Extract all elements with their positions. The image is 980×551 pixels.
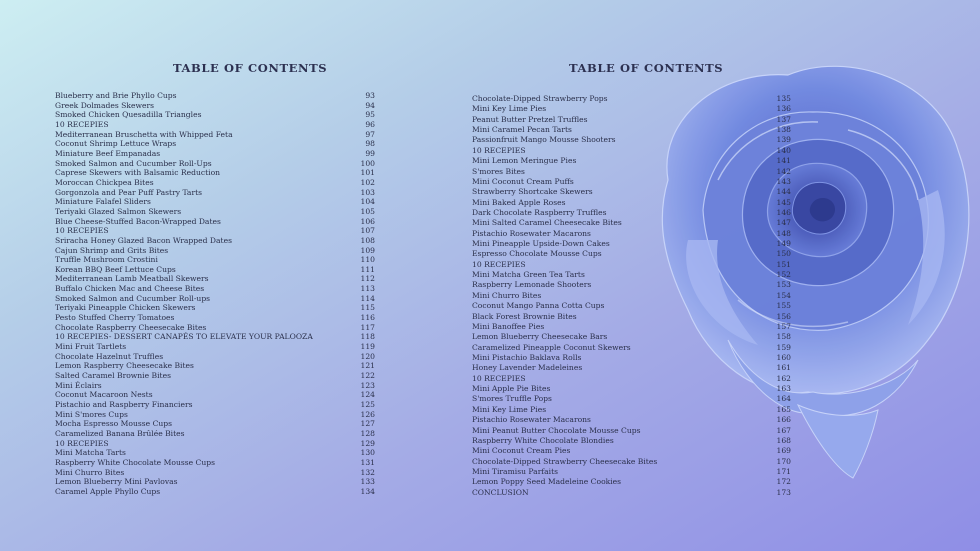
toc-entry bbox=[472, 177, 791, 187]
toc-entry bbox=[472, 353, 791, 363]
toc-entry-title: Mini Matcha Tarts bbox=[55, 448, 126, 458]
toc-entry bbox=[472, 332, 791, 342]
toc-entry-title: 10 RECEPIES bbox=[55, 226, 109, 236]
toc-entry-title: Mini Matcha Green Tea Tarts bbox=[472, 270, 585, 280]
toc-entry bbox=[472, 270, 791, 280]
toc-entry-title: Mini Churro Bites bbox=[472, 290, 542, 300]
toc-entry-title: Coconut Macaroon Nests bbox=[55, 390, 153, 400]
toc-list-left bbox=[55, 91, 375, 497]
toc-entry bbox=[55, 303, 375, 313]
toc-entry-page-number: 137 bbox=[776, 114, 791, 124]
toc-entry bbox=[472, 239, 791, 249]
toc-entry bbox=[472, 457, 791, 467]
toc-entry-title: 10 RECEPIES- DESSERT CANAPÉS TO ELEVATE YOUR PALOOZA bbox=[55, 332, 313, 342]
toc-entry-title: Lemon Poppy Seed Madeleine Cookies bbox=[472, 477, 622, 487]
toc-entry-title: Mini Coconut Cream Puffs bbox=[472, 176, 574, 186]
toc-entry bbox=[472, 446, 791, 456]
toc-entry-page-number: 120 bbox=[360, 351, 375, 361]
toc-entry-page-number: 102 bbox=[360, 177, 375, 187]
toc-entry-page-number: 94 bbox=[365, 100, 375, 110]
toc-entry bbox=[472, 146, 791, 156]
toc-entry bbox=[55, 207, 375, 217]
toc-entry-title: Blue Cheese-Stuffed Bacon-Wrapped Dates bbox=[55, 216, 221, 226]
toc-entry-title: Pistachio Rosewater Macarons bbox=[472, 415, 591, 425]
toc-entry-page-number: 138 bbox=[776, 125, 791, 135]
toc-entry bbox=[472, 135, 791, 145]
toc-entry-page-number: 144 bbox=[776, 187, 791, 197]
toc-entry bbox=[55, 410, 375, 420]
toc-entry bbox=[55, 188, 375, 198]
toc-entry-page-number: 149 bbox=[776, 239, 791, 249]
toc-entry-page-number: 145 bbox=[776, 197, 791, 207]
toc-entry bbox=[472, 394, 791, 404]
toc-entry-title: Caramelized Banana Brûlée Bites bbox=[55, 428, 185, 438]
toc-entry-page-number: 158 bbox=[776, 332, 791, 342]
toc-entry-page-number: 162 bbox=[776, 373, 791, 383]
toc-entry bbox=[472, 426, 791, 436]
toc-entry bbox=[472, 115, 791, 125]
toc-entry bbox=[55, 168, 375, 178]
toc-entry-title: Mini Éclairs bbox=[55, 380, 102, 390]
toc-entry bbox=[55, 236, 375, 246]
toc-entry-page-number: 173 bbox=[776, 487, 791, 497]
toc-entry bbox=[55, 217, 375, 227]
toc-entry-title: Teriyaki Pineapple Chicken Skewers bbox=[55, 303, 196, 313]
toc-entry-title: Mini Salted Caramel Cheesecake Bites bbox=[472, 218, 622, 228]
toc-entry-page-number: 101 bbox=[360, 168, 375, 178]
toc-entry bbox=[55, 487, 375, 497]
toc-entry-page-number: 152 bbox=[776, 270, 791, 280]
toc-entry-title: Espresso Chocolate Mousse Cups bbox=[472, 249, 602, 259]
toc-entry bbox=[55, 139, 375, 149]
toc-entry-title: Peanut Butter Pretzel Truffles bbox=[472, 114, 588, 124]
toc-entry-page-number: 161 bbox=[776, 363, 791, 373]
toc-entry-page-number: 129 bbox=[360, 438, 375, 448]
toc-entry bbox=[55, 342, 375, 352]
toc-entry bbox=[55, 159, 375, 169]
toc-entry-title: 10 RECEPIES bbox=[472, 373, 526, 383]
toc-entry-title: Mini Pineapple Upside-Down Cakes bbox=[472, 239, 610, 249]
toc-entry-page-number: 151 bbox=[776, 259, 791, 269]
toc-entry-page-number: 105 bbox=[360, 206, 375, 216]
toc-entry-title: Blueberry and Brie Phyllo Cups bbox=[55, 91, 177, 100]
toc-entry bbox=[472, 125, 791, 135]
toc-entry bbox=[55, 178, 375, 188]
toc-entry-title: Salted Caramel Brownie Bites bbox=[55, 371, 171, 381]
toc-entry bbox=[55, 429, 375, 439]
toc-entry-page-number: 123 bbox=[360, 380, 375, 390]
toc-entry bbox=[55, 265, 375, 275]
toc-entry-page-number: 127 bbox=[360, 419, 375, 429]
toc-entry-page-number: 140 bbox=[776, 145, 791, 155]
toc-entry-title: Moroccan Chickpea Bites bbox=[55, 177, 154, 187]
toc-entry-title: Truffle Mushroom Crostini bbox=[55, 255, 158, 265]
toc-entry bbox=[55, 284, 375, 294]
toc-entry-title: Coconut Shrimp Lettuce Wraps bbox=[55, 139, 177, 149]
toc-entry bbox=[55, 255, 375, 265]
toc-entry bbox=[472, 260, 791, 270]
toc-entry-page-number: 160 bbox=[776, 352, 791, 362]
toc-entry-page-number: 159 bbox=[776, 342, 791, 352]
toc-entry-title: Raspberry White Chocolate Mousse Cups bbox=[55, 457, 215, 467]
toc-entry-page-number: 96 bbox=[365, 119, 375, 129]
toc-entry-page-number: 124 bbox=[360, 390, 375, 400]
toc-entry bbox=[472, 322, 791, 332]
toc-entry-page-number: 164 bbox=[776, 394, 791, 404]
toc-entry-title: Caprese Skewers with Balsamic Reduction bbox=[55, 168, 221, 178]
toc-entry bbox=[55, 323, 375, 333]
toc-entry bbox=[55, 468, 375, 478]
toc-entry-page-number: 153 bbox=[776, 280, 791, 290]
toc-entry-title: Mini S'mores Cups bbox=[55, 409, 128, 419]
toc-entry-title: Gorgonzola and Pear Puff Pastry Tarts bbox=[55, 187, 203, 197]
toc-entry-title: Smoked Chicken Quesadilla Triangles bbox=[55, 110, 202, 120]
toc-entry bbox=[472, 198, 791, 208]
toc-entry-page-number: 106 bbox=[360, 216, 375, 226]
toc-entry-page-number: 93 bbox=[365, 91, 375, 100]
toc-entry bbox=[472, 488, 791, 498]
toc-entry bbox=[472, 467, 791, 477]
toc-entry bbox=[472, 374, 791, 384]
toc-entry-page-number: 109 bbox=[360, 245, 375, 255]
toc-entry-page-number: 148 bbox=[776, 228, 791, 238]
toc-entry bbox=[55, 130, 375, 140]
toc-entry-title: Lemon Blueberry Cheesecake Bars bbox=[472, 332, 608, 342]
toc-entry-page-number: 141 bbox=[776, 156, 791, 166]
toc-entry bbox=[55, 226, 375, 236]
toc-entry-page-number: 157 bbox=[776, 321, 791, 331]
toc-entry-page-number: 126 bbox=[360, 409, 375, 419]
toc-entry-page-number: 99 bbox=[365, 148, 375, 158]
toc-entry-title: Dark Chocolate Raspberry Truffles bbox=[472, 207, 607, 217]
toc-entry-title: Honey Lavender Madeleines bbox=[472, 363, 583, 373]
toc-entry bbox=[55, 439, 375, 449]
toc-entry-page-number: 131 bbox=[360, 457, 375, 467]
toc-entry-page-number: 115 bbox=[360, 303, 375, 313]
toc-entry-title: Mini Churro Bites bbox=[55, 467, 125, 477]
toc-entry-page-number: 135 bbox=[776, 94, 791, 103]
toc-entry-title: Mini Pistachio Baklava Rolls bbox=[472, 352, 582, 362]
toc-entry-page-number: 150 bbox=[776, 249, 791, 259]
toc-entry-title: Caramel Apple Phyllo Cups bbox=[55, 486, 161, 496]
toc-entry-title: Mini Apple Pie Bites bbox=[472, 384, 551, 394]
toc-entry-page-number: 136 bbox=[776, 104, 791, 114]
toc-entry-title: Mediterranean Lamb Meatball Skewers bbox=[55, 274, 209, 284]
toc-entry-page-number: 156 bbox=[776, 311, 791, 321]
toc-entry-title: Mini Baked Apple Roses bbox=[472, 197, 566, 207]
toc-entry-title: Mini Coconut Cream Pies bbox=[472, 446, 571, 456]
toc-entry-page-number: 98 bbox=[365, 139, 375, 149]
toc-entry-page-number: 154 bbox=[776, 290, 791, 300]
toc-entry-page-number: 110 bbox=[360, 255, 375, 265]
toc-entry-page-number: 147 bbox=[776, 218, 791, 228]
toc-entry bbox=[55, 313, 375, 323]
toc-title-right: TABLE OF CONTENTS bbox=[569, 61, 724, 75]
toc-entry-page-number: 111 bbox=[360, 264, 375, 274]
toc-entry-title: Greek Dolmades Skewers bbox=[55, 100, 155, 110]
toc-entry-page-number: 155 bbox=[776, 301, 791, 311]
toc-entry bbox=[472, 249, 791, 259]
toc-entry-title: 10 RECEPIES bbox=[55, 438, 109, 448]
toc-entry-page-number: 128 bbox=[360, 428, 375, 438]
toc-entry-page-number: 169 bbox=[776, 446, 791, 456]
toc-entry-title: Mini Fruit Tartlets bbox=[55, 342, 127, 352]
toc-entry-page-number: 165 bbox=[776, 404, 791, 414]
toc-entry bbox=[55, 91, 375, 101]
toc-entry-title: S'mores Truffle Pops bbox=[472, 394, 552, 404]
toc-entry bbox=[55, 120, 375, 130]
toc-entry bbox=[472, 436, 791, 446]
toc-entry-page-number: 163 bbox=[776, 384, 791, 394]
toc-entry-title: Mini Tiramisu Parfaits bbox=[472, 466, 559, 476]
toc-entry-title: Mini Peanut Butter Chocolate Mousse Cups bbox=[472, 425, 641, 435]
toc-entry bbox=[55, 294, 375, 304]
toc-entry-page-number: 142 bbox=[776, 166, 791, 176]
toc-entry bbox=[55, 197, 375, 207]
toc-entry-title: Mediterranean Bruschetta with Whipped Feta bbox=[55, 129, 233, 139]
toc-entry-page-number: 125 bbox=[360, 400, 375, 409]
toc-entry-title: Chocolate Hazelnut Truffles bbox=[55, 351, 164, 361]
toc-entry bbox=[55, 149, 375, 159]
toc-entry-title: Chocolate Raspberry Cheesecake Bites bbox=[55, 322, 207, 332]
toc-entry-title: Miniature Falafel Sliders bbox=[55, 197, 151, 207]
toc-entry-page-number: 139 bbox=[776, 135, 791, 145]
toc-entry-title: Black Forest Brownie Bites bbox=[472, 311, 577, 321]
toc-entry-page-number: 133 bbox=[360, 477, 375, 487]
toc-entry bbox=[55, 381, 375, 391]
toc-entry-page-number: 112 bbox=[360, 274, 375, 284]
toc-entry bbox=[55, 332, 375, 342]
toc-entry bbox=[472, 384, 791, 394]
toc-entry-title: Smoked Salmon and Cucumber Roll-Ups bbox=[55, 158, 212, 168]
toc-entry-page-number: 103 bbox=[360, 187, 375, 197]
toc-entry-title: Pesto Stuffed Cherry Tomatoes bbox=[55, 313, 175, 323]
toc-entry-title: Chocolate-Dipped Strawberry Pops bbox=[472, 94, 608, 103]
toc-entry bbox=[472, 477, 791, 487]
toc-entry-page-number: 113 bbox=[360, 284, 375, 294]
toc-entry-title: Lemon Blueberry Mini Pavlovas bbox=[55, 477, 178, 487]
toc-entry-page-number: 116 bbox=[360, 313, 375, 323]
toc-entry bbox=[472, 291, 791, 301]
toc-entry-page-number: 100 bbox=[360, 158, 375, 168]
toc-entry bbox=[472, 415, 791, 425]
toc-entry-title: Raspberry White Chocolate Blondies bbox=[472, 435, 614, 445]
toc-entry bbox=[472, 363, 791, 373]
toc-entry-title: Chocolate-Dipped Strawberry Cheesecake Bites bbox=[472, 456, 658, 466]
toc-entry bbox=[55, 477, 375, 487]
toc-entry-page-number: 167 bbox=[776, 425, 791, 435]
toc-entry-title: 10 RECEPIES bbox=[55, 119, 109, 129]
toc-entry-title: Teriyaki Glazed Salmon Skewers bbox=[55, 206, 182, 216]
toc-entry bbox=[472, 312, 791, 322]
toc-entry bbox=[472, 229, 791, 239]
toc-entry-page-number: 117 bbox=[360, 322, 375, 332]
toc-entry bbox=[55, 371, 375, 381]
toc-entry-page-number: 104 bbox=[360, 197, 375, 207]
toc-entry-page-number: 95 bbox=[365, 110, 375, 120]
toc-entry-title: 10 RECEPIES bbox=[472, 259, 526, 269]
toc-entry-page-number: 118 bbox=[360, 332, 375, 342]
toc-entry-title: Passionfruit Mango Mousse Shooters bbox=[472, 135, 616, 145]
toc-entry bbox=[55, 101, 375, 111]
toc-entry-title: Buffalo Chicken Mac and Cheese Bites bbox=[55, 284, 205, 294]
toc-entry bbox=[55, 400, 375, 410]
toc-entry bbox=[472, 405, 791, 415]
toc-entry bbox=[55, 110, 375, 120]
toc-entry-title: Sriracha Honey Glazed Bacon Wrapped Dates bbox=[55, 235, 232, 245]
toc-title-left: TABLE OF CONTENTS bbox=[173, 61, 328, 75]
toc-entry-page-number: 146 bbox=[776, 207, 791, 217]
toc-entry bbox=[472, 301, 791, 311]
toc-entry bbox=[472, 104, 791, 114]
toc-entry bbox=[472, 94, 791, 104]
toc-entry-page-number: 132 bbox=[360, 467, 375, 477]
toc-entry-page-number: 107 bbox=[360, 226, 375, 236]
toc-entry-title: Mini Lemon Meringue Pies bbox=[472, 156, 577, 166]
toc-entry-title: Mini Caramel Pecan Tarts bbox=[472, 125, 572, 135]
toc-entry bbox=[472, 208, 791, 218]
toc-entry-title: Mocha Espresso Mousse Cups bbox=[55, 419, 173, 429]
toc-entry-title: Mini Banoffee Pies bbox=[472, 321, 545, 331]
toc-entry-page-number: 172 bbox=[776, 477, 791, 487]
toc-entry-page-number: 122 bbox=[360, 371, 375, 381]
toc-entry-page-number: 121 bbox=[360, 361, 375, 371]
toc-entry-title: CONCLUSION bbox=[472, 487, 529, 497]
toc-entry-page-number: 171 bbox=[776, 466, 791, 476]
toc-entry bbox=[55, 274, 375, 284]
toc-entry bbox=[55, 246, 375, 256]
toc-entry-title: Pistachio and Raspberry Financiers bbox=[55, 400, 193, 409]
toc-list-right bbox=[472, 94, 791, 498]
toc-entry-page-number: 97 bbox=[365, 129, 375, 139]
toc-entry-title: Smoked Salmon and Cucumber Roll-ups bbox=[55, 293, 211, 303]
toc-entry-title: Cajun Shrimp and Grits Bites bbox=[55, 245, 169, 255]
toc-entry bbox=[55, 361, 375, 371]
toc-entry-title: Mini Key Lime Pies bbox=[472, 104, 547, 114]
toc-entry bbox=[472, 187, 791, 197]
toc-entry-page-number: 114 bbox=[360, 293, 375, 303]
toc-entry-page-number: 134 bbox=[360, 486, 375, 496]
toc-entry bbox=[55, 419, 375, 429]
toc-entry-page-number: 130 bbox=[360, 448, 375, 458]
toc-entry-title: Caramelized Pineapple Coconut Skewers bbox=[472, 342, 631, 352]
toc-entry-page-number: 168 bbox=[776, 435, 791, 445]
toc-entry-title: Coconut Mango Panna Cotta Cups bbox=[472, 301, 605, 311]
toc-entry bbox=[55, 448, 375, 458]
toc-entry bbox=[472, 343, 791, 353]
toc-entry-title: 10 RECEPIES bbox=[472, 145, 526, 155]
toc-entry-title: Raspberry Lemonade Shooters bbox=[472, 280, 592, 290]
toc-entry-page-number: 166 bbox=[776, 415, 791, 425]
toc-entry-page-number: 108 bbox=[360, 235, 375, 245]
toc-entry-title: S'mores Bites bbox=[472, 166, 525, 176]
toc-entry-page-number: 170 bbox=[776, 456, 791, 466]
toc-entry-title: Korean BBQ Beef Lettuce Cups bbox=[55, 264, 176, 274]
toc-entry-page-number: 143 bbox=[776, 176, 791, 186]
toc-entry-page-number: 119 bbox=[360, 342, 375, 352]
toc-entry bbox=[55, 458, 375, 468]
toc-entry-title: Lemon Raspberry Cheesecake Bites bbox=[55, 361, 194, 371]
toc-entry bbox=[472, 167, 791, 177]
toc-entry-title: Mini Key Lime Pies bbox=[472, 404, 547, 414]
toc-entry-title: Strawberry Shortcake Skewers bbox=[472, 187, 593, 197]
toc-entry-title: Miniature Beef Empanadas bbox=[55, 148, 161, 158]
toc-entry bbox=[472, 218, 791, 228]
toc-entry bbox=[472, 280, 791, 290]
toc-entry bbox=[55, 390, 375, 400]
toc-entry-title: Pistachio Rosewater Macarons bbox=[472, 228, 591, 238]
toc-entry bbox=[55, 352, 375, 362]
toc-entry bbox=[472, 156, 791, 166]
